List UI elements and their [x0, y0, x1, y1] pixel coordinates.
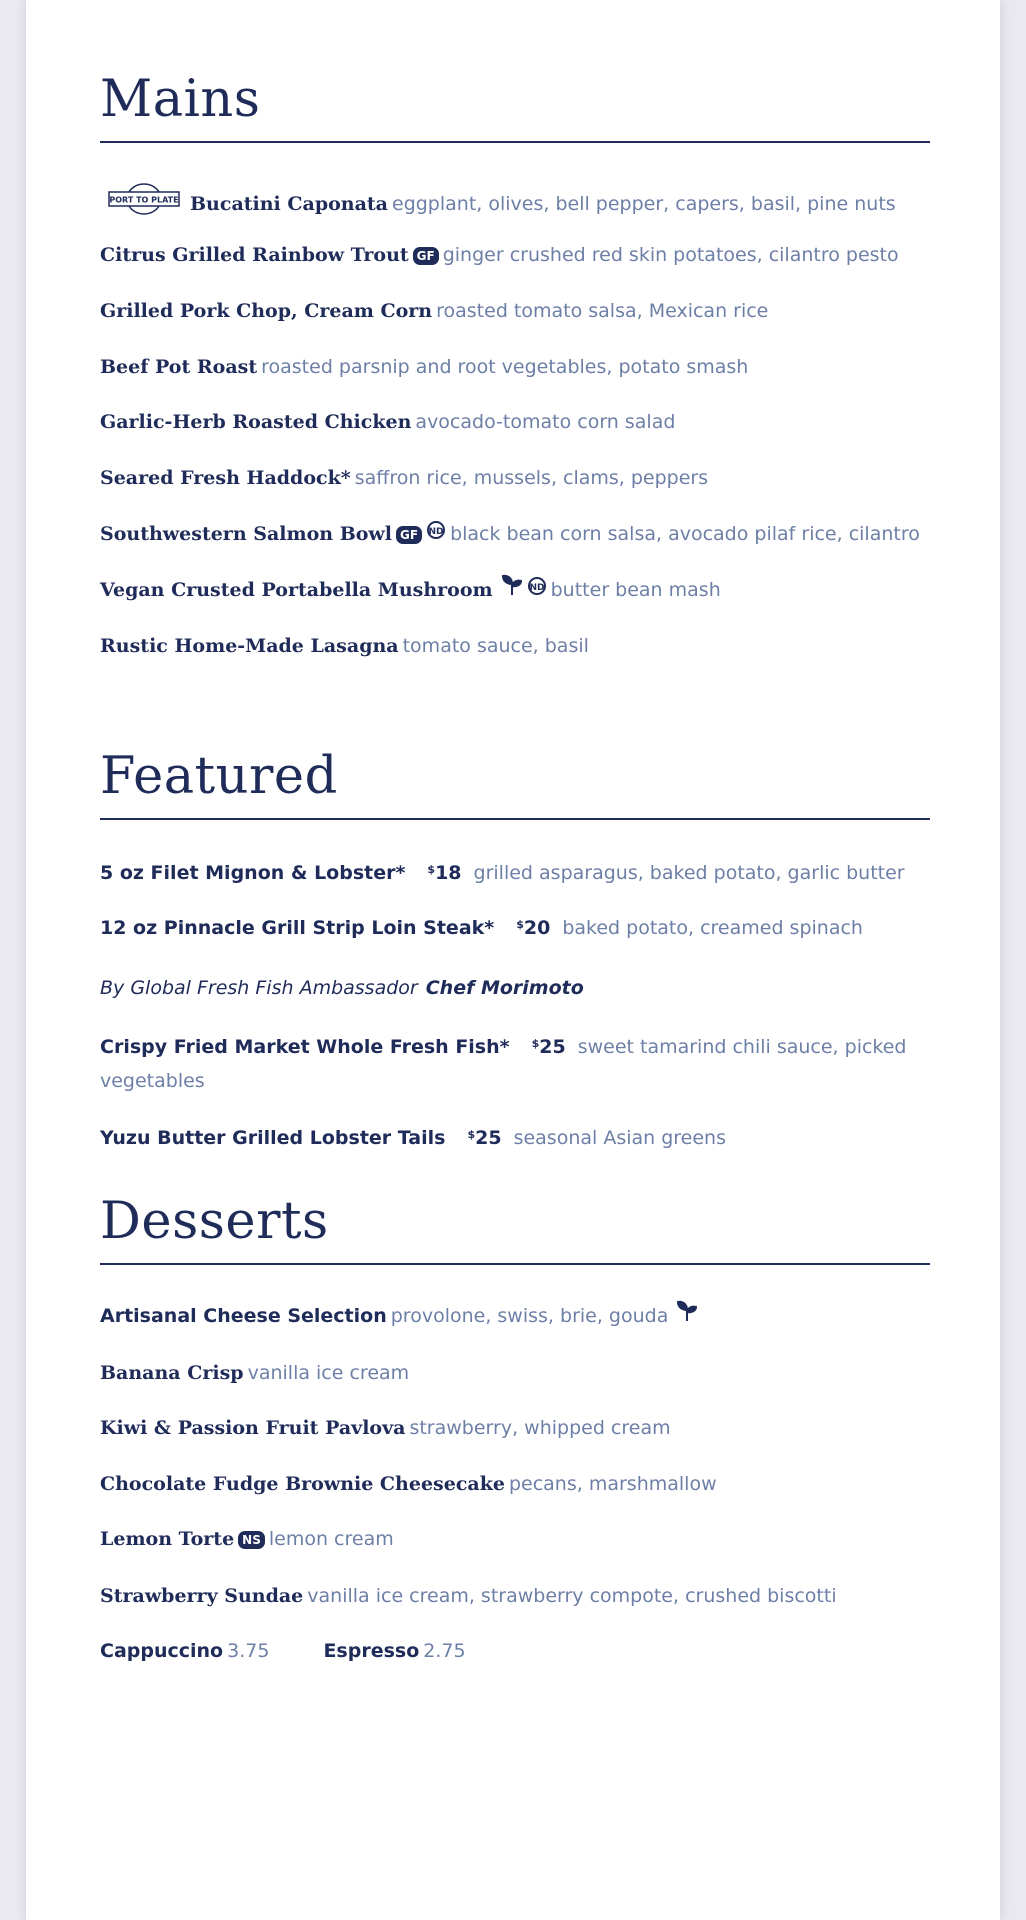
item-description: roasted tomato salsa, Mexican rice — [436, 300, 769, 322]
item-name: Lemon Torte — [100, 1528, 235, 1550]
item-name: Rustic Home-Made Lasagna — [100, 635, 399, 657]
item-name: Grilled Pork Chop, Cream Corn — [100, 300, 433, 322]
vegetarian-leaf-icon — [676, 1299, 698, 1334]
price-value: 18 — [435, 862, 462, 884]
section-title-featured: Featured — [100, 747, 338, 806]
svg-text:ND: ND — [428, 526, 444, 537]
item-description: tomato sauce, basil — [402, 635, 589, 657]
menu-item — [100, 350, 930, 384]
item-description: seasonal Asian greens — [513, 1127, 726, 1149]
no-dairy-icon — [527, 574, 547, 608]
menu-item — [100, 1356, 930, 1390]
chef-name: Chef Morimoto — [425, 977, 584, 999]
item-price — [516, 917, 550, 939]
divider — [100, 818, 930, 820]
menu-item — [100, 1411, 930, 1445]
currency-symbol: $ — [531, 1037, 540, 1050]
item-description: provolone, swiss, brie, gouda — [390, 1305, 669, 1327]
svg-text:ND: ND — [529, 582, 545, 593]
menu-item — [100, 1467, 930, 1501]
menu-item — [100, 405, 930, 439]
drink-item — [323, 1640, 465, 1662]
price-value: 25 — [539, 1036, 566, 1058]
menu-item — [100, 1579, 930, 1613]
item-description: vanilla ice cream, strawberry compote, crushed biscotti — [307, 1585, 837, 1607]
item-description: saffron rice, mussels, clams, peppers — [354, 467, 709, 489]
drink-item — [100, 1640, 269, 1662]
menu-item — [100, 1030, 930, 1098]
item-name: Seared Fresh Haddock* — [100, 467, 351, 489]
item-description: ginger crushed red skin potatoes, cilantro pesto — [442, 244, 899, 266]
menu-item — [100, 238, 930, 272]
menu-item — [100, 461, 930, 495]
menu-page — [26, 0, 1000, 1920]
gluten-free-icon: GF — [413, 247, 439, 265]
desserts-section — [100, 1192, 930, 1265]
item-description: grilled asparagus, baked potato, garlic butter — [473, 862, 905, 884]
item-description: butter bean mash — [550, 579, 721, 601]
item-name: Citrus Grilled Rainbow Trout — [100, 244, 409, 266]
svg-text:PORT TO PLATE: PORT TO PLATE — [109, 195, 179, 205]
item-description: strawberry, whipped cream — [409, 1417, 671, 1439]
item-description: pecans, marshmallow — [508, 1473, 717, 1495]
price-value: 20 — [523, 917, 551, 939]
section-title-mains: Mains — [100, 70, 261, 129]
menu-item — [100, 911, 930, 945]
item-name: Crispy Fried Market Whole Fresh Fish* — [100, 1036, 510, 1058]
drink-price: 2.75 — [423, 1640, 466, 1662]
price-value: 25 — [475, 1127, 502, 1149]
item-name: Bucatini Caponata — [190, 193, 388, 215]
item-name: 12 oz Pinnacle Grill Strip Loin Steak* — [100, 917, 495, 939]
item-description: vanilla ice cream — [247, 1362, 410, 1384]
currency-symbol: $ — [467, 1128, 476, 1141]
menu-item — [100, 629, 930, 663]
section-title-desserts: Desserts — [100, 1192, 329, 1251]
item-description: sweet tamarind chili sauce, picked vegetables — [100, 1036, 907, 1092]
drink-name: Cappuccino — [100, 1640, 224, 1662]
item-description: avocado-tomato corn salad — [415, 411, 676, 433]
item-description: baked potato, creamed spinach — [562, 917, 863, 939]
vegan-leaf-icon — [501, 573, 523, 608]
item-name: Yuzu Butter Grilled Lobster Tails — [100, 1127, 446, 1149]
item-name: Artisanal Cheese Selection — [100, 1305, 387, 1327]
gluten-free-icon: GF — [396, 526, 422, 544]
drinks-row — [100, 1634, 930, 1668]
currency-symbol: $ — [516, 918, 524, 931]
item-name: Banana Crisp — [100, 1362, 244, 1384]
no-sugar-icon: NS — [238, 1531, 265, 1549]
item-price — [467, 1127, 501, 1149]
divider — [100, 1263, 930, 1265]
item-name: Southwestern Salmon Bowl — [100, 523, 393, 545]
item-price — [532, 1036, 566, 1058]
drink-price: 3.75 — [227, 1640, 270, 1662]
featured-section — [100, 747, 930, 820]
menu-item — [100, 1299, 930, 1334]
menu-item — [100, 1121, 930, 1155]
menu-item — [100, 182, 930, 227]
byline-text: By Global Fresh Fish Ambassador — [100, 977, 418, 999]
item-description: eggplant, olives, bell pepper, capers, basil, pine nuts — [392, 193, 896, 215]
chef-byline — [100, 971, 930, 1005]
item-name: Strawberry Sundae — [100, 1585, 304, 1607]
menu-item — [100, 573, 930, 608]
item-description: black bean corn salsa, avocado pilaf rice, cilantro — [450, 523, 920, 545]
item-name: Chocolate Fudge Brownie Cheesecake — [100, 1473, 505, 1495]
item-price — [427, 862, 461, 884]
mains-section — [100, 70, 930, 143]
item-description: roasted parsnip and root vegetables, potato smash — [261, 356, 749, 378]
menu-item — [100, 294, 930, 328]
menu-item — [100, 1522, 930, 1556]
item-description: lemon cream — [268, 1528, 394, 1550]
menu-item — [100, 856, 930, 890]
item-name: Kiwi & Passion Fruit Pavlova — [100, 1417, 406, 1439]
item-name: Beef Pot Roast — [100, 356, 258, 378]
port-to-plate-logo — [108, 182, 180, 227]
divider — [100, 141, 930, 143]
menu-item — [100, 517, 930, 552]
currency-symbol: $ — [427, 863, 436, 876]
no-dairy-icon — [426, 518, 446, 552]
item-name: Garlic-Herb Roasted Chicken — [100, 411, 412, 433]
drink-name: Espresso — [323, 1640, 420, 1662]
item-name: Vegan Crusted Portabella Mushroom — [100, 579, 493, 601]
item-name: 5 oz Filet Mignon & Lobster* — [100, 862, 406, 884]
